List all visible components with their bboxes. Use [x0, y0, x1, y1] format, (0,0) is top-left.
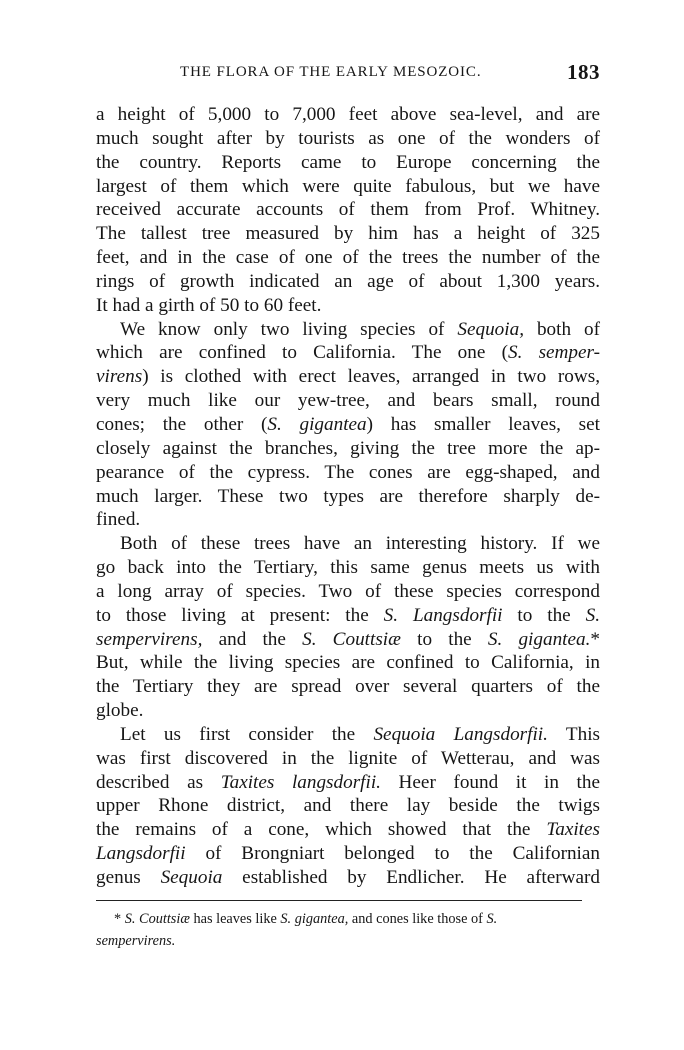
text-line [96, 461, 600, 485]
text-segment: Let us first consider the [120, 723, 374, 745]
text-segment: the Tertiary they are spread over several quarters of the [96, 676, 600, 698]
italic-text: Langsdorfii [96, 843, 186, 865]
text-segment: received accurate accounts of them from Prof. Whitney. [96, 199, 600, 221]
italic-text: S. [585, 604, 600, 626]
text-segment: Heer found it in the [380, 771, 600, 793]
text-segment: has leaves like [189, 911, 281, 927]
text-line [96, 198, 600, 222]
text-line [96, 723, 600, 747]
text-segment: very much like our yew-tree, and bears small, round [96, 390, 600, 412]
footnote-line [96, 908, 582, 930]
text-segment: pearance of the cypress. The cones are egg-shaped, and [96, 461, 600, 483]
text-line [96, 485, 600, 509]
text-segment: But, while the living species are confined to California, in [96, 652, 600, 674]
text-line [96, 318, 600, 342]
text-line [96, 604, 600, 628]
text-segment: described as [96, 771, 221, 793]
text-line [96, 651, 600, 675]
text-line [96, 341, 600, 365]
text-segment: much sought after by tourists as one of the wonders of [96, 127, 600, 149]
italic-text: sempervirens. [96, 933, 176, 949]
text-segment: cones; the other ( [96, 413, 268, 435]
text-segment: and cones like those of [348, 911, 487, 927]
text-segment: fined. [96, 509, 141, 531]
text-line [96, 747, 600, 771]
text-line [96, 794, 600, 818]
text-line [96, 127, 600, 151]
text-segment: which are confined to California. The one ( [96, 342, 508, 364]
text-segment: ) has smaller leaves, set [366, 413, 600, 435]
text-segment: ) is clothed with erect leaves, arranged in two rows, [142, 366, 600, 388]
running-head: THE FLORA OF THE EARLY MESOZOIC. [180, 64, 482, 80]
text-segment: globe. [96, 700, 144, 722]
text-segment: Both of these trees have an interesting history. If we [120, 533, 600, 555]
text-segment: closely against the branches, giving the tree more the ap- [96, 437, 600, 459]
text-segment: a long array of species. Two of these species correspond [96, 580, 600, 602]
text-segment: We know only two living species of [120, 318, 458, 340]
italic-text: Sequoia Langsdorfii. [373, 723, 548, 745]
text-line [96, 866, 600, 890]
text-line [96, 151, 600, 175]
text-line [96, 508, 600, 532]
italic-text: Sequoia, [457, 318, 524, 340]
text-segment: upper Rhone district, and there lay beside the twigs [96, 795, 600, 817]
italic-text: S. [486, 911, 498, 927]
text-segment: was first discovered in the lignite of Wetterau, and was [96, 747, 600, 769]
text-segment: of Brongniart belonged to the Californian [185, 843, 600, 865]
text-line [96, 175, 600, 199]
italic-text: S. Couttsiæ [302, 628, 401, 650]
page-header [96, 58, 600, 86]
text-segment: a height of 5,000 to 7,000 feet above sea-level, and are [96, 104, 600, 125]
italic-text: S. gigantea, [280, 911, 349, 927]
italic-text: S. gigantea [267, 413, 367, 435]
italic-text: S. semper- [507, 342, 600, 364]
text-line [96, 556, 600, 580]
text-line [96, 580, 600, 604]
text-segment: genus [96, 867, 161, 888]
text-line [96, 270, 600, 294]
text-line [96, 628, 600, 652]
text-segment: both of [524, 318, 600, 340]
text-segment: much larger. These two types are therefore sharply de- [96, 485, 600, 507]
italic-text: sempervirens, [96, 628, 203, 650]
italic-text: S. Couttsiæ [124, 911, 190, 927]
text-segment: feet, and in the case of one of the trees the number of the [96, 247, 600, 269]
text-segment: and the [202, 628, 303, 650]
text-segment: It had a girth of 50 to 60 feet. [96, 294, 322, 316]
page-number: 183 [567, 60, 600, 84]
text-segment: * [114, 911, 125, 927]
text-segment: the country. Reports came to Europe concerning the [96, 151, 600, 173]
italic-text: Taxites [546, 819, 600, 841]
italic-text: Sequoia [160, 867, 223, 888]
text-segment: to the [400, 628, 488, 650]
italic-text: S. gigantea. [487, 628, 591, 650]
italic-text: virens [96, 366, 143, 388]
text-line [96, 771, 600, 795]
text-segment: go back into the Tertiary, this same genus meets us with [96, 557, 600, 579]
text-segment: This [547, 723, 600, 745]
text-line [96, 413, 600, 437]
text-line [96, 222, 600, 246]
text-segment: rings of growth indicated an age of about 1,300 years. [96, 270, 600, 292]
text-segment: established by Endlicher. He afterward [222, 867, 601, 888]
text-segment: the remains of a cone, which showed that the [96, 819, 547, 841]
text-line [96, 365, 600, 389]
text-segment: to the [502, 604, 586, 626]
footnote [96, 908, 582, 952]
text-line [96, 246, 600, 270]
body-text [96, 103, 600, 890]
text-line [96, 818, 600, 842]
text-line [96, 532, 600, 556]
text-line [96, 437, 600, 461]
footnote-line [96, 930, 582, 952]
italic-text: S. Langsdorfii [383, 604, 503, 626]
text-line [96, 842, 600, 866]
text-line [96, 675, 600, 699]
text-line [96, 294, 600, 318]
text-segment: * [590, 628, 600, 650]
text-line [96, 103, 600, 127]
text-line [96, 699, 600, 723]
text-segment: The tallest tree measured by him has a height of 325 [96, 223, 600, 245]
text-line [96, 389, 600, 413]
text-segment: to those living at present: the [96, 604, 384, 626]
text-segment: largest of them which were quite fabulous, but we have [96, 175, 600, 197]
italic-text: Taxites langsdorfii. [220, 771, 381, 793]
footnote-rule [96, 900, 582, 901]
